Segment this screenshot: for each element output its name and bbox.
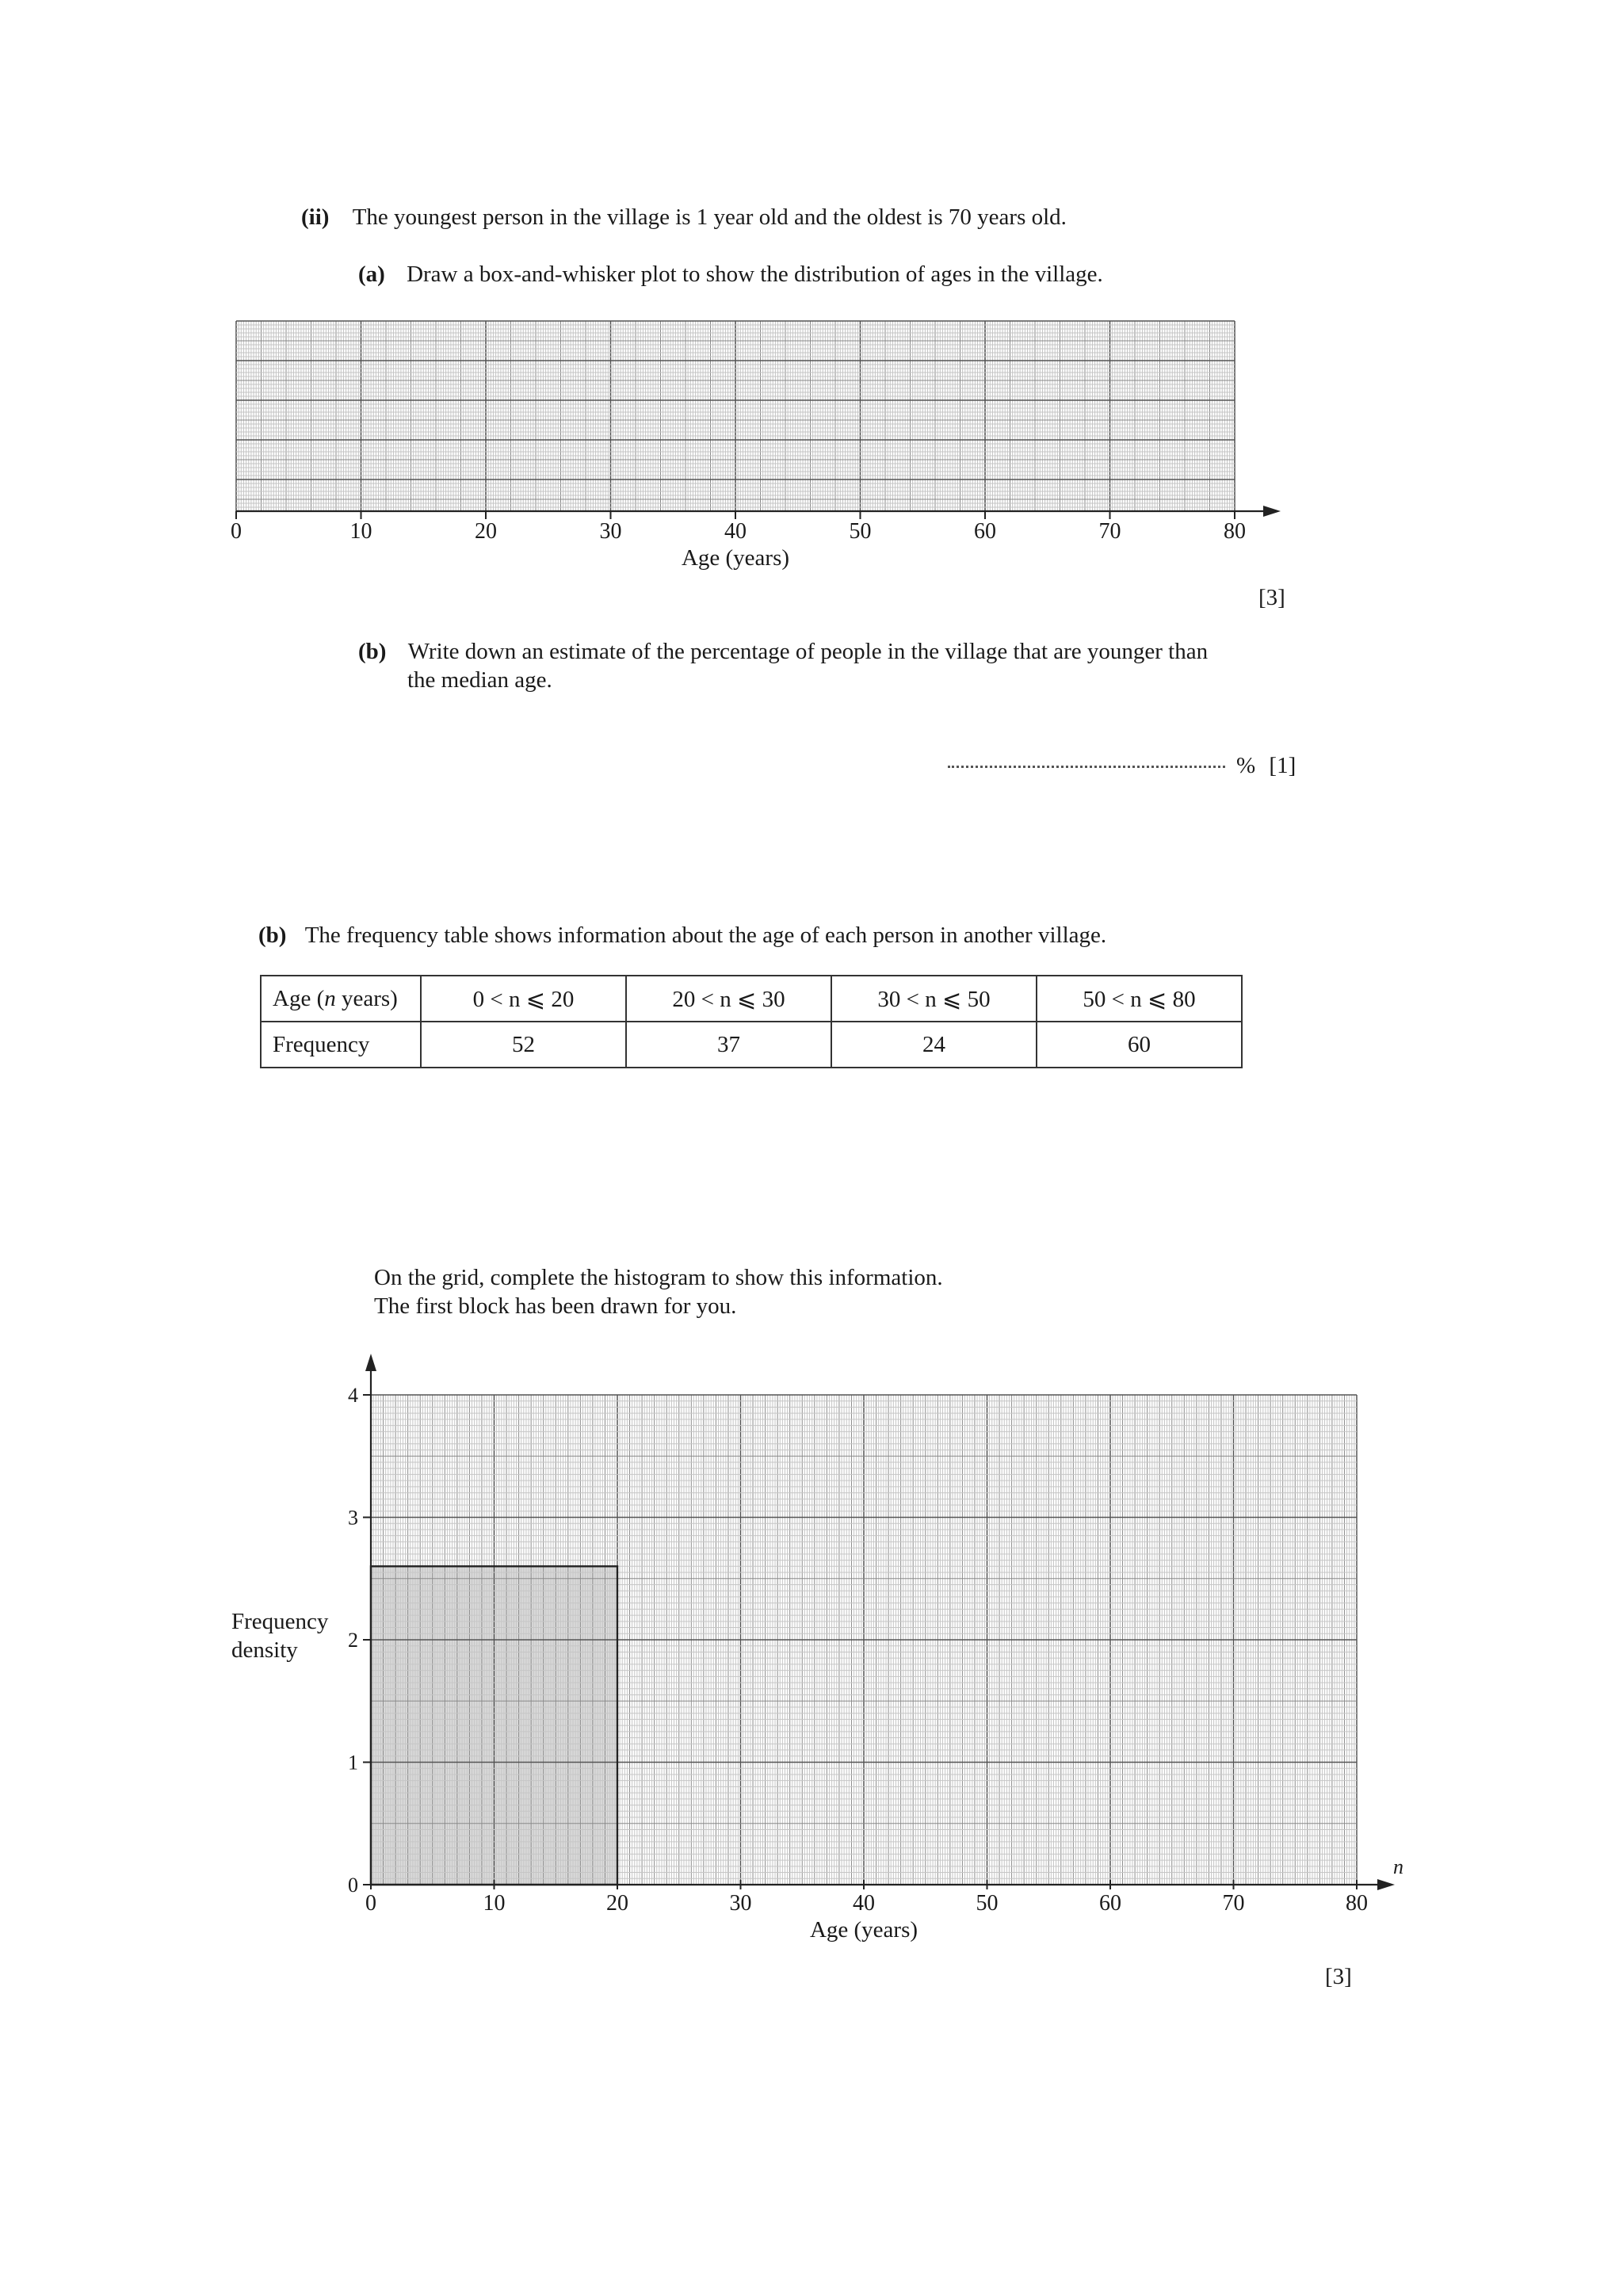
table-row bbox=[261, 976, 1242, 1022]
frequency-cell: 24 bbox=[831, 1022, 1037, 1068]
x-axis-variable: n bbox=[1393, 1855, 1403, 1878]
frequency-cell: 37 bbox=[626, 1022, 831, 1068]
interval-cell: 30 < n ⩽ 50 bbox=[831, 976, 1037, 1022]
x-axis-label: Age (years) bbox=[681, 545, 790, 571]
x-tick-label: 30 bbox=[599, 519, 622, 544]
x-axis-label: Age (years) bbox=[809, 1917, 918, 1943]
part-b-table-label: (b) bbox=[258, 923, 287, 948]
percentage-answer-line[interactable] bbox=[948, 753, 1296, 779]
part-ii-label: (ii) bbox=[301, 204, 330, 230]
x-tick-label: 50 bbox=[976, 1891, 999, 1916]
y-tick-label: 1 bbox=[348, 1751, 358, 1775]
part-b-estimate-question bbox=[358, 639, 1208, 665]
interval-cell: 50 < n ⩽ 80 bbox=[1037, 976, 1242, 1022]
age-header: Age (n years) bbox=[273, 985, 398, 1011]
answer-dotted-line[interactable] bbox=[948, 766, 1225, 768]
part-b-estimate-line1: Write down an estimate of the percentage of people in the village that are younger than bbox=[407, 639, 1209, 664]
x-tick-label: 50 bbox=[849, 519, 872, 544]
frequency-table bbox=[260, 975, 1243, 1068]
interval-cell: 0 < n ⩽ 20 bbox=[421, 976, 626, 1022]
x-axis-arrow bbox=[1263, 506, 1281, 517]
y-tick-label: 4 bbox=[348, 1384, 358, 1407]
x-tick-label: 0 bbox=[231, 519, 242, 544]
x-tick-label: 30 bbox=[729, 1891, 752, 1916]
part-b-estimate-label: (b) bbox=[358, 639, 387, 664]
part-a-label: (a) bbox=[358, 262, 385, 287]
y-axis-arrow bbox=[365, 1354, 376, 1371]
part-b-estimate-marks: [1] bbox=[1269, 753, 1296, 778]
histogram-instruction-2: The first block has been drawn for you. bbox=[374, 1293, 737, 1319]
x-tick-label: 40 bbox=[853, 1891, 875, 1916]
histogram-instruction-1: On the grid, complete the histogram to show this information. bbox=[374, 1265, 943, 1290]
table-row bbox=[261, 1022, 1242, 1068]
part-a-text: Draw a box-and-whisker plot to show the distribution of ages in the village. bbox=[407, 262, 1103, 287]
x-tick-label: 70 bbox=[1222, 1891, 1245, 1916]
x-tick-label: 60 bbox=[1099, 1891, 1121, 1916]
x-tick-label: 40 bbox=[724, 519, 747, 544]
row-header-age bbox=[261, 976, 421, 1022]
x-tick-label: 0 bbox=[365, 1891, 376, 1916]
x-tick-label: 10 bbox=[349, 519, 372, 544]
histogram-marks: [3] bbox=[1325, 1964, 1352, 1989]
part-b-table-question bbox=[258, 923, 1106, 949]
y-tick-label: 2 bbox=[348, 1629, 358, 1652]
part-b-table-text: The frequency table shows information about the age of each person in another village. bbox=[304, 923, 1107, 948]
part-b-estimate-line2: the median age. bbox=[407, 667, 552, 693]
frequency-cell: 52 bbox=[421, 1022, 626, 1068]
x-tick-label: 80 bbox=[1346, 1891, 1368, 1916]
part-ii-text: The youngest person in the village is 1 year old and the oldest is 70 years old. bbox=[352, 204, 1067, 230]
y-tick-label: 3 bbox=[348, 1506, 358, 1530]
x-tick-label: 10 bbox=[483, 1891, 506, 1916]
row-header-frequency: Frequency bbox=[261, 1022, 421, 1068]
histogram-grid[interactable] bbox=[222, 1339, 1426, 1966]
x-tick-label: 80 bbox=[1224, 519, 1246, 544]
percent-unit: % bbox=[1236, 753, 1256, 778]
x-tick-label: 70 bbox=[1098, 519, 1121, 544]
y-tick-label: 0 bbox=[348, 1874, 358, 1897]
part-a-question bbox=[358, 262, 1103, 288]
box-plot-grid[interactable] bbox=[222, 313, 1292, 583]
x-tick-label: 20 bbox=[475, 519, 497, 544]
y-axis-label: Frequency density bbox=[231, 1609, 329, 1663]
x-tick-label: 20 bbox=[606, 1891, 628, 1916]
part-a-marks: [3] bbox=[1258, 585, 1285, 610]
x-axis-arrow bbox=[1377, 1879, 1395, 1890]
interval-cell: 20 < n ⩽ 30 bbox=[626, 976, 831, 1022]
frequency-cell: 60 bbox=[1037, 1022, 1242, 1068]
part-ii-question bbox=[301, 204, 1067, 231]
x-tick-label: 60 bbox=[974, 519, 996, 544]
